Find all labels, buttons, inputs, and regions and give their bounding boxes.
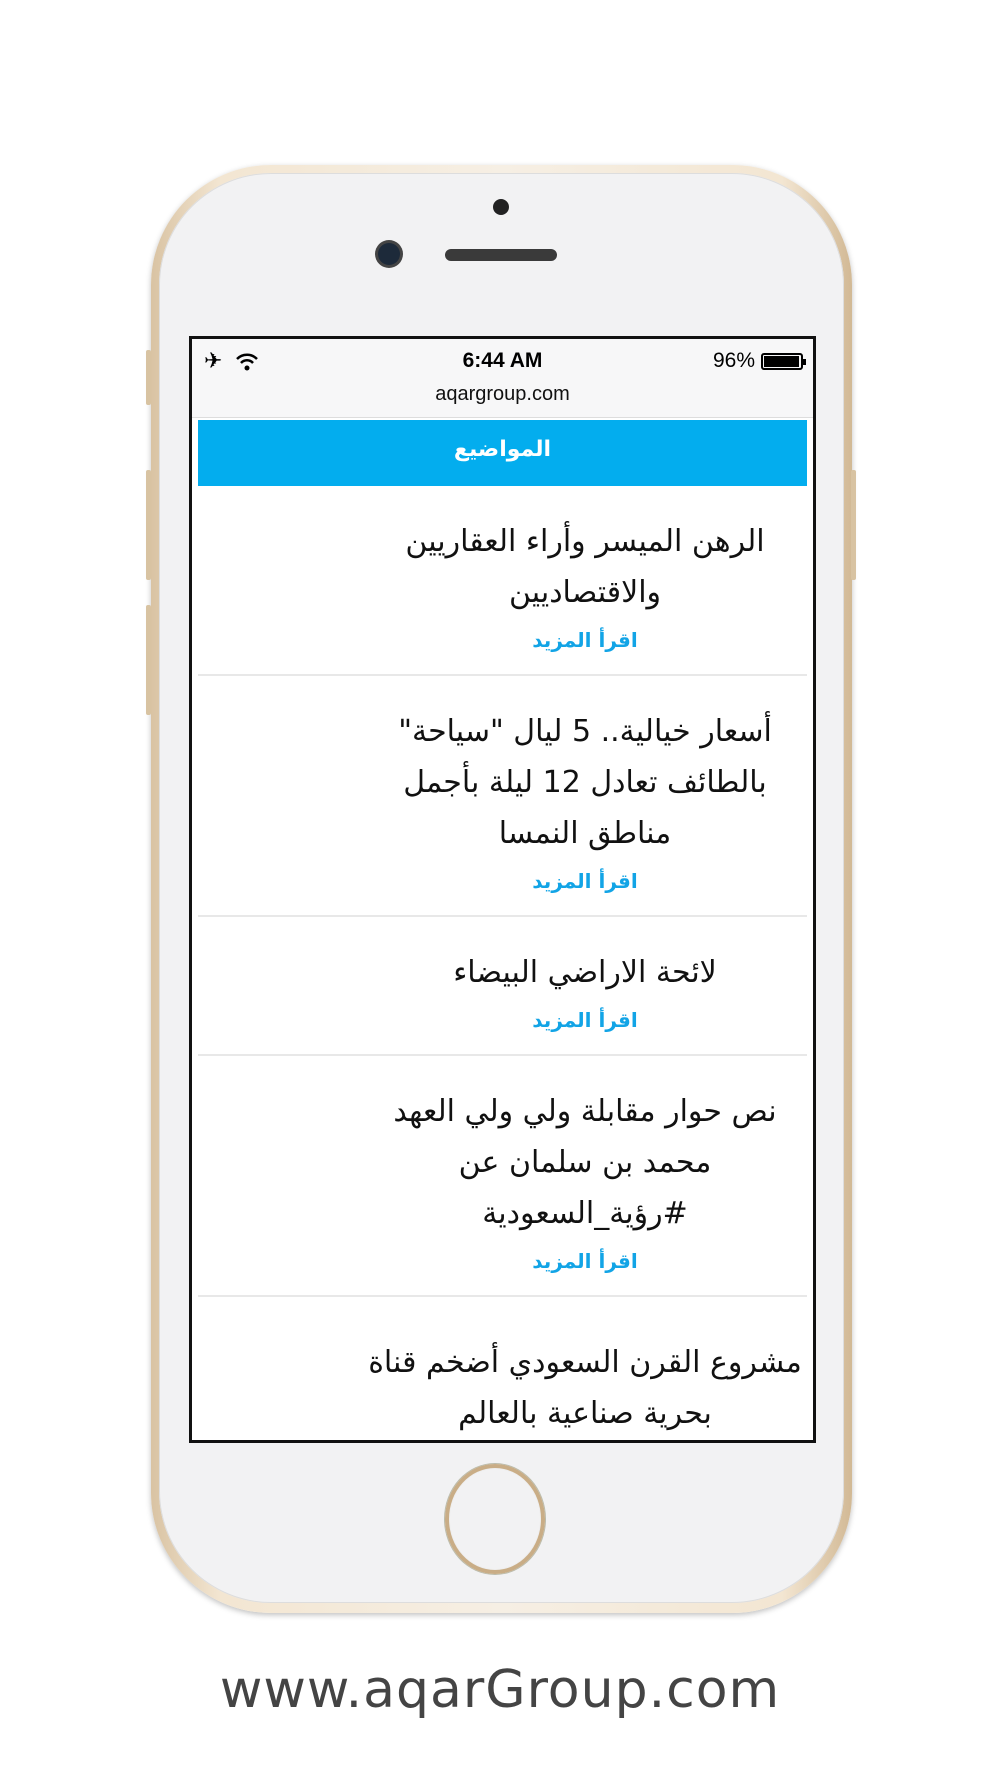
footer-website: www.aqarGroup.com: [219, 1660, 781, 1720]
article-list: [198, 486, 807, 1443]
battery-icon: [761, 353, 803, 370]
address-bar[interactable]: aqargroup.com: [435, 383, 570, 405]
article-title[interactable]: لائحة الاراضي البيضاء: [453, 955, 717, 990]
power-button: [851, 470, 856, 580]
read-more-link[interactable]: اقرأ المزيد: [532, 869, 638, 893]
article-item: [198, 1297, 807, 1443]
volume-up-button: [146, 470, 151, 580]
article-item: [198, 1056, 807, 1297]
article-item: [198, 676, 807, 917]
status-time: 6:44 AM: [462, 349, 543, 372]
airplane-icon: ✈: [204, 349, 223, 374]
article-item: [198, 917, 807, 1056]
browser-top-bar: [192, 339, 813, 418]
phone-screen: [189, 336, 816, 1443]
status-right: [713, 349, 803, 373]
read-more-link[interactable]: اقرأ المزيد: [532, 628, 638, 652]
article-title[interactable]: الرهن الميسر وأراء العقاريين والاقتصاديين: [405, 524, 765, 610]
proximity-sensor: [493, 199, 509, 215]
home-button[interactable]: [445, 1464, 545, 1574]
article-item: [198, 486, 807, 676]
mute-switch: [146, 350, 151, 405]
battery-percent: 96%: [712, 349, 755, 372]
front-camera-icon: [378, 243, 400, 265]
volume-down-button: [146, 605, 151, 715]
article-title[interactable]: أسعار خيالية.. 5 ليال "سياحة" بالطائف تعادل 12 ليلة بأجمل مناطق النمسا: [398, 714, 772, 851]
earpiece-speaker: [445, 249, 557, 261]
article-title[interactable]: مشروع القرن السعودي أضخم قناة بحرية صناعية بالعالم: [368, 1345, 802, 1431]
read-more-link[interactable]: اقرأ المزيد: [532, 1008, 638, 1032]
topics-header: المواضيع: [198, 420, 807, 486]
read-more-link[interactable]: اقرأ المزيد: [532, 1249, 638, 1273]
article-title[interactable]: نص حوار مقابلة ولي ولي العهد محمد بن سلمان عن #رؤية_السعودية: [393, 1094, 777, 1231]
